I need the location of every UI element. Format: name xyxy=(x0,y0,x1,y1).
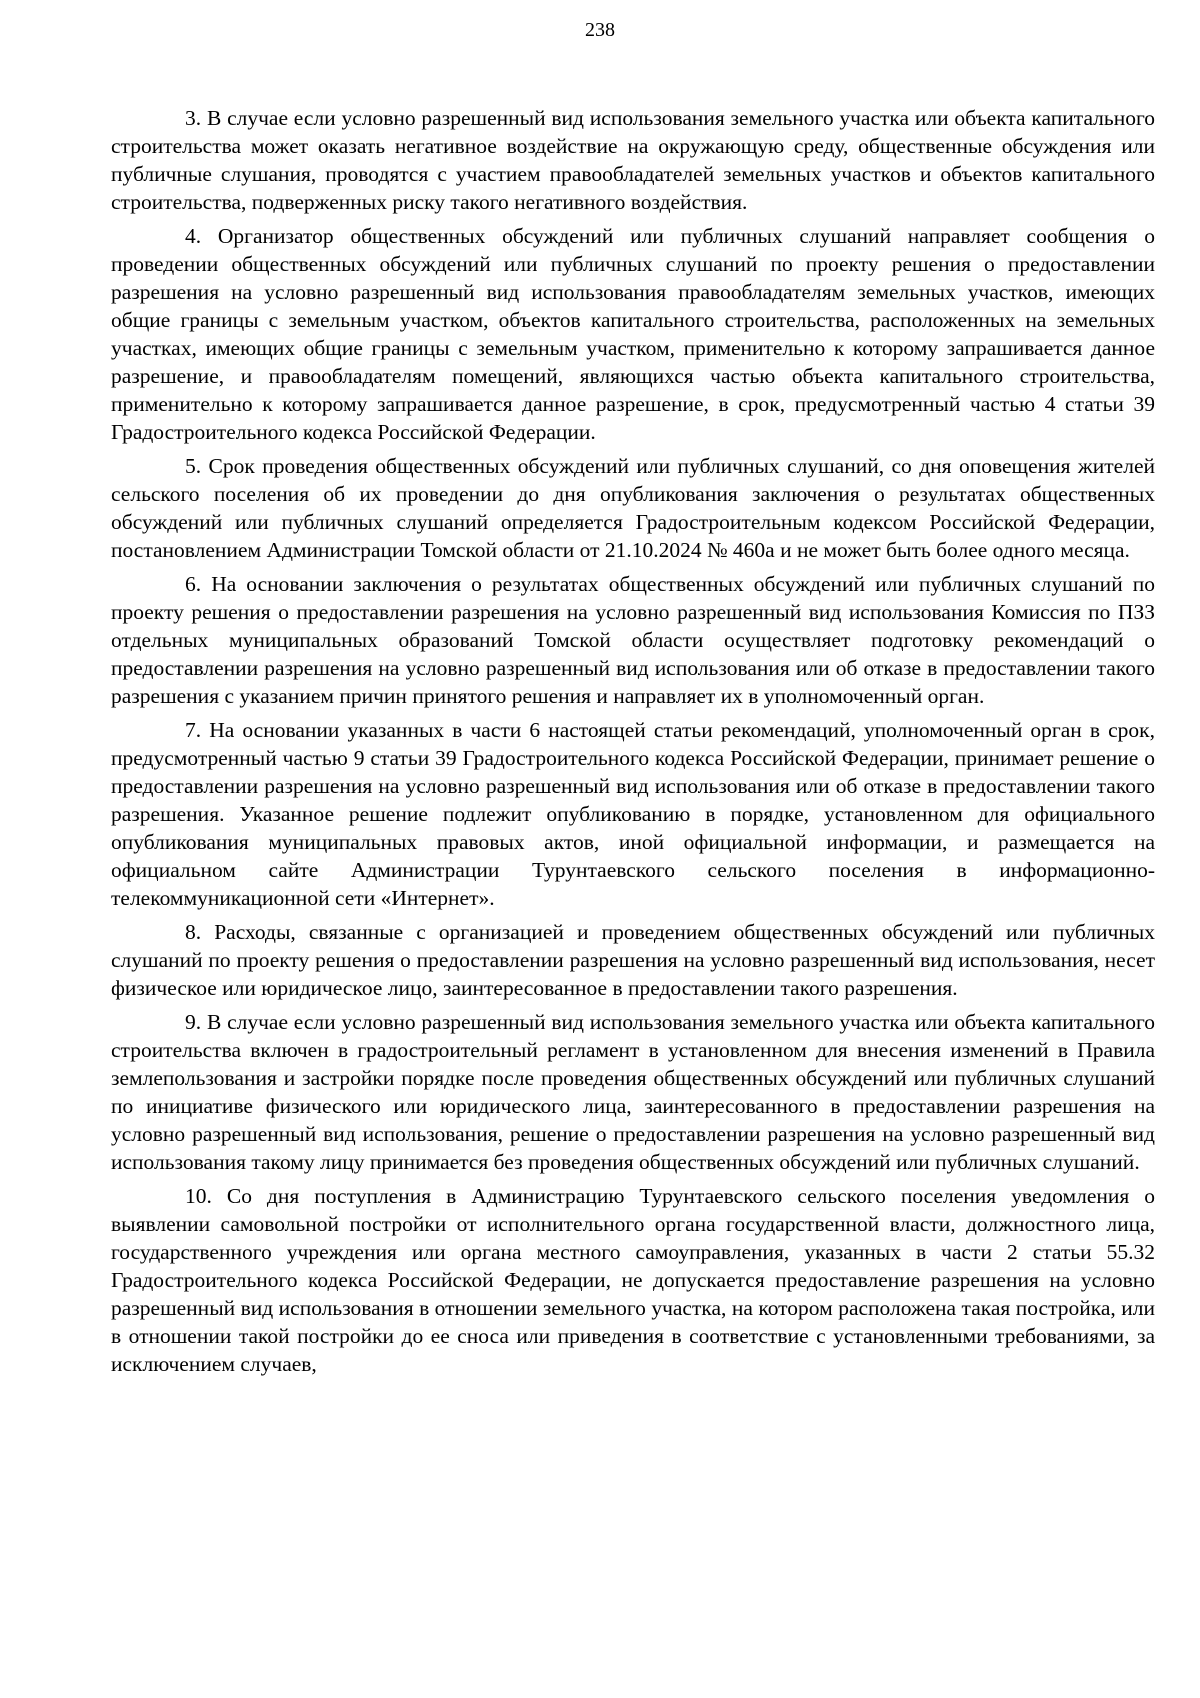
paragraph-text: На основании указанных в части 6 настоящей статьи рекомендаций, уполномоченный орган в срок, предусмотренный частью 9 статьи 39 Градостроительного кодекса Российской Федерации, принимает решение о предоставлении разрешения на условно разрешенный вид использования или об отказе в предоставлении такого разрешения. Указанное решение подлежит опубликованию в порядке, установленном для официального опубликования муниципальных правовых актов, иной официальной информации, и размещается на официальном сайте Администрации Турунтаевского сельского поселения в информационно-телекоммуникационной сети «Интернет». xyxy=(111,718,1155,910)
document-body xyxy=(111,104,1155,1384)
paragraph-number: 3. xyxy=(185,106,202,130)
paragraph-number: 9. xyxy=(185,1010,202,1034)
paragraph-number: 5. xyxy=(185,454,202,478)
paragraph-text: В случае если условно разрешенный вид использования земельного участка или объекта капитального строительства может оказать негативное воздействие на окружающую среду, общественные обсуждения или публичные слушания, проводятся с участием правообладателей земельных участков и объектов капитального строительства, подверженных риску такого негативного воздействия. xyxy=(111,106,1155,214)
paragraph-3 xyxy=(111,104,1155,216)
paragraph-4 xyxy=(111,222,1155,446)
paragraph-9 xyxy=(111,1008,1155,1176)
paragraph-number: 4. xyxy=(185,224,202,248)
paragraph-6 xyxy=(111,570,1155,710)
paragraph-text: Организатор общественных обсуждений или публичных слушаний направляет сообщения о проведении общественных обсуждений или публичных слушаний по проекту решения о предоставлении разрешения на условно разрешенный вид использования правообладателям земельных участков, имеющих общие границы с земельным участком, объектов капитального строительства, расположенных на земельных участках, имеющих общие границы с земельным участком, применительно к которому запрашивается данное разрешение, и правообладателям помещений, являющихся частью объекта капитального строительства, применительно к которому запрашивается данное разрешение, в срок, предусмотренный частью 4 статьи 39 Градостроительного кодекса Российской Федерации. xyxy=(111,224,1155,444)
paragraph-8 xyxy=(111,918,1155,1002)
paragraph-number: 10. xyxy=(185,1184,212,1208)
paragraph-number: 8. xyxy=(185,920,202,944)
paragraph-10 xyxy=(111,1182,1155,1378)
paragraph-text: Срок проведения общественных обсуждений или публичных слушаний, со дня оповещения жителей сельского поселения об их проведении до дня опубликования заключения о результатах общественных обсуждений или публичных слушаний определяется Градостроительным кодексом Российской Федерации, постановлением Администрации Томской области от 21.10.2024 № 460а и не может быть более одного месяца. xyxy=(111,454,1155,562)
paragraph-text: Со дня поступления в Администрацию Турунтаевского сельского поселения уведомления о выявлении самовольной постройки от исполнительного органа государственной власти, должностного лица, государственного учреждения или органа местного самоуправления, указанных в части 2 статьи 55.32 Градостроительного кодекса Российской Федерации, не допускается предоставление разрешения на условно разрешенный вид использования в отношении земельного участка, на котором расположена такая постройка, или в отношении такой постройки до ее сноса или приведения в соответствие с установленными требованиями, за исключением случаев, xyxy=(111,1184,1155,1376)
paragraph-7 xyxy=(111,716,1155,912)
paragraph-text: На основании заключения о результатах общественных обсуждений или публичных слушаний по проекту решения о предоставлении разрешения на условно разрешенный вид использования Комиссия по ПЗЗ отдельных муниципальных образований Томской области осуществляет подготовку рекомендаций о предоставлении разрешения на условно разрешенный вид использования или об отказе в предоставлении такого разрешения с указанием причин принятого решения и направляет их в уполномоченный орган. xyxy=(111,572,1156,708)
paragraph-text: Расходы, связанные с организацией и проведением общественных обсуждений или публичных слушаний по проекту решения о предоставлении разрешения на условно разрешенный вид использования, несет физическое или юридическое лицо, заинтересованное в предоставлении такого разрешения. xyxy=(111,920,1156,1000)
paragraph-text: В случае если условно разрешенный вид использования земельного участка или объекта капитального строительства включен в градостроительный регламент в установленном для внесения изменений в Правила землепользования и застройки порядке после проведения общественных обсуждений или публичных слушаний по инициативе физического или юридического лица, заинтересованного в предоставлении разрешения на условно разрешенный вид использования, решение о предоставлении разрешения на условно разрешенный вид использования такому лицу принимается без проведения общественных обсуждений или публичных слушаний. xyxy=(111,1010,1155,1174)
page-number: 238 xyxy=(585,19,615,41)
paragraph-number: 7. xyxy=(185,718,202,742)
paragraph-5 xyxy=(111,452,1155,564)
paragraph-number: 6. xyxy=(185,572,202,596)
